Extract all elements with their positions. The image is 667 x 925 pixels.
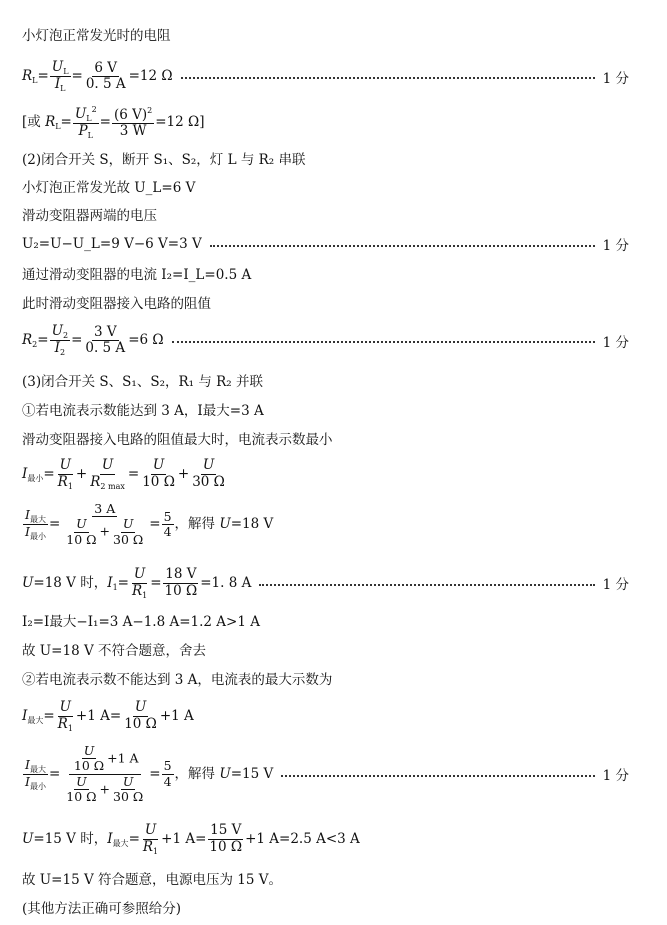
formula-i-max bbox=[22, 700, 629, 733]
line-1: 小灯泡正常发光时的电阻 bbox=[22, 28, 171, 44]
formula-render: U=15 V 时，$I_{最大}=$ $\frac{U}{R_1}$ +1 A= $\frac{15 V}{10 \Omega}$ +1 A=2.5 A<3 A bbox=[22, 822, 360, 856]
line-13: 滑动变阻器接入电路的阻值最大时，电流表示数最小 bbox=[22, 432, 333, 448]
formula-r2 bbox=[22, 324, 629, 357]
score-label: 1 分 bbox=[602, 768, 629, 785]
line-24: (其他方法正确可参照给分) bbox=[22, 901, 182, 917]
formula-ratio-1 bbox=[22, 502, 629, 547]
line-7: U₂=U−U_L=9 V−6 V=3 V 1 分 bbox=[22, 236, 629, 254]
formula-ratio-2 bbox=[22, 744, 629, 805]
formula-render: [或 $R_L=$ $\frac{U_L^2}{P_L}$ = $\frac{(6 V)^2}{3 W}$ =12 Ω] bbox=[22, 105, 205, 141]
formula-i1 bbox=[22, 567, 629, 600]
line-8: 通过滑动变阻器的电流 I₂=I_L=0.5 A bbox=[22, 267, 252, 283]
line-9: 此时滑动变阻器接入电路的阻值 bbox=[22, 296, 211, 312]
formula-r-l-alt bbox=[22, 105, 629, 140]
formula-render: $R_L=$ $\frac{U_L}{I_L}$ = $\frac{6 V}{0. 5 A}$ =12 Ω bbox=[22, 59, 173, 94]
line-12: ①若电流表示数能达到 3 A，I最大=3 A bbox=[22, 403, 264, 419]
score-label: 1 分 bbox=[602, 238, 629, 254]
formula-render: $I_{最小}=$ $\frac{U}{R_1}$ + $\frac{U}{R_{2 max}}$ = $\frac{U}{10 \Omega}$ + $\frac{U}{30 \Omega}$ bbox=[22, 457, 225, 491]
line-4: (2)闭合开关 S，断开 S₁、S₂，灯 L 与 R₂ 串联 bbox=[22, 152, 306, 168]
line-17: I₂=I最大−I₁=3 A−1.8 A=1.2 A>1 A bbox=[22, 614, 260, 630]
line-6: 滑动变阻器两端的电压 bbox=[22, 208, 157, 224]
formula-r-l bbox=[22, 60, 629, 93]
score-label: 1 分 bbox=[602, 577, 629, 594]
formula-render: $I_{最大}=$ $\frac{U}{R_1}$ +1 A= $\frac{U}{10 \Omega}$ +1 A bbox=[22, 699, 194, 733]
line-23: 故 U=15 V 符合题意，电源电压为 15 V。 bbox=[22, 872, 282, 888]
formula-render: U=18 V 时，$I_1=$ $\frac{U}{R_1}$ = $\frac{18 V}{10 \Omega}$ =1. 8 A bbox=[22, 566, 252, 600]
score-label: 1 分 bbox=[602, 70, 629, 87]
formula-check bbox=[22, 823, 629, 856]
formula-render: $R_2=$ $\frac{U_2}{I_2}$ = $\frac{3 V}{0. 5 A}$ =6 Ω bbox=[22, 323, 164, 358]
line-18: 故 U=18 V 不符合题意，舍去 bbox=[22, 643, 206, 659]
score-label: 1 分 bbox=[602, 334, 629, 351]
formula-render: $\frac{I_{最大}}{I_{最小}}$ = 3 A $\frac{U}{10 \Omega}$ + $\frac{U}{30 \Omega}$ = $\frac{5}{4}$ ，解得 U=18 V bbox=[25, 501, 274, 547]
line-5: 小灯泡正常发光故 U_L=6 V bbox=[22, 180, 196, 196]
line-19: ②若电流表示数不能达到 3 A，电流表的最大示数为 bbox=[22, 672, 333, 688]
line-11: (3)闭合开关 S、S₁、S₂，R₁ 与 R₂ 并联 bbox=[22, 374, 264, 390]
formula-render: $\frac{I_{最大}}{I_{最小}}$ = $\frac{U}{10 \Omega}$ +1 A $\frac{U}{10 \Omega}$ + $\frac{U}{30 \Omega}$ = $\frac{5}{4}$ ，解得 U=15 V bbox=[25, 743, 274, 805]
formula-i-min bbox=[22, 458, 629, 491]
